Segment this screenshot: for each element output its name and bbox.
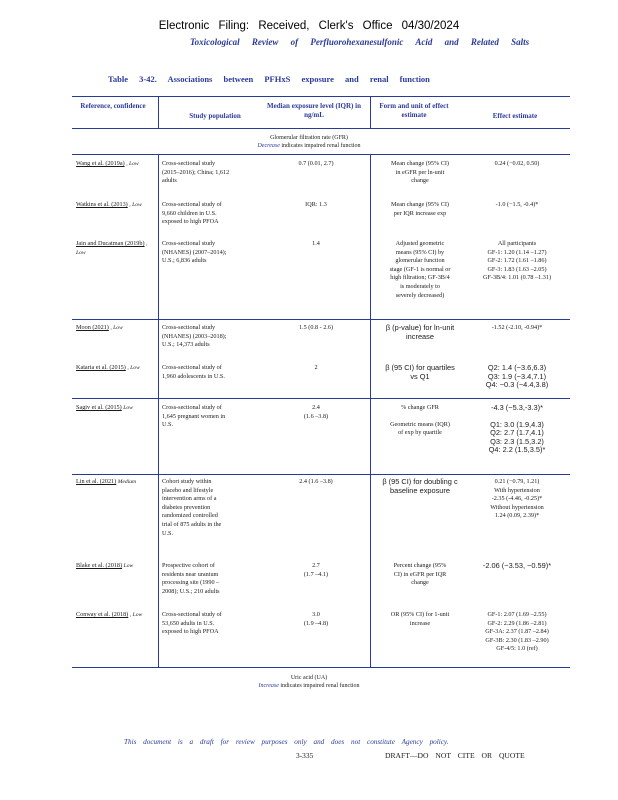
population-cell <box>162 201 266 227</box>
population-line: Cross-sectional study <box>162 160 216 167</box>
population-line: 1,960 adolescents in U.S. <box>162 372 225 380</box>
section-uric-acid <box>0 674 618 690</box>
exposure-cell <box>268 562 364 579</box>
reference-cell <box>76 364 156 373</box>
population-cell <box>162 364 266 381</box>
population-line: (NHANES) (2007–2014); <box>162 248 227 256</box>
page-number: 3-335 <box>296 751 314 760</box>
population-cell <box>162 324 266 350</box>
effect-form-line: β (p-value) for ln-unit <box>385 323 455 332</box>
population-line: U.S. <box>162 421 174 429</box>
exposure-cell <box>268 611 364 628</box>
citation-link[interactable]: Lin et al. (2021) <box>76 478 117 485</box>
population-line: residents near uranium <box>162 570 219 578</box>
exposure-line: 2.4 (1.6 –3.8) <box>299 478 333 485</box>
effect-estimate-line: -1.0 (−1.5, -0.4)* <box>495 201 539 208</box>
footer-disclaimer: This document is a draft for review purposes only and does not constitute Agency policy. <box>124 738 449 746</box>
population-line: 1,645 pregnant women in <box>162 412 226 420</box>
confidence-label: , Low <box>129 612 143 618</box>
citation-link[interactable]: Sagiv et al. (2015) <box>76 404 122 411</box>
effect-form-line: β (95 CI) for quartiles <box>385 363 455 372</box>
population-line: U.S.; 14,373 adults <box>162 341 210 349</box>
exposure-line: (1.6 –3.8) <box>303 412 329 420</box>
reference-cell <box>76 201 156 210</box>
citation-link[interactable]: Moon (2021) <box>76 324 109 331</box>
effect-estimate-cell <box>468 364 566 390</box>
body-top-rule <box>72 154 570 155</box>
table-top-rule <box>72 96 570 97</box>
confidence-label: , Low <box>76 241 148 256</box>
effect-estimate-line: Q2: 2.7 (1.7,4.1) <box>490 428 544 438</box>
section-gfr-note-italic: Decrease <box>257 143 280 149</box>
effect-estimate-line: Q1: 3.0 (1.9,4.3) <box>490 419 544 429</box>
group-rule-2 <box>72 398 570 399</box>
effect-form-line: Adjusted geometric <box>395 240 445 247</box>
effect-estimate-line: GF-3: 1.83 (1.63 –2.05) <box>487 265 547 273</box>
exposure-line: 1.4 <box>312 240 320 247</box>
population-line: Prospective cohort of <box>162 562 215 569</box>
population-line: trial of 875 adults in the <box>162 520 222 528</box>
body-bottom-rule <box>72 667 570 668</box>
effect-form-cell <box>372 240 468 300</box>
effect-form-line: per IQR increase exp <box>393 209 447 217</box>
confidence-label: , Low <box>129 202 142 208</box>
header-form: Form and unit of effect estimate <box>379 102 449 119</box>
population-cell <box>162 160 266 186</box>
effect-estimate-line: Without hypertension <box>490 503 544 511</box>
effect-estimate-line: Q4: −0.3 (−4.4,3.8) <box>485 380 549 390</box>
effect-estimate-line: GF-1: 2.07 (1.69 –2.55) <box>487 611 547 618</box>
header-exposure: Median exposure level (IQR) in ng/mL <box>267 102 361 119</box>
population-line: Cross-sectional study of <box>162 364 222 371</box>
group-rule-3 <box>72 474 570 475</box>
effect-form-line: of exp by quartile <box>398 429 442 437</box>
effect-estimate-cell <box>468 240 566 283</box>
population-line: processing site (1990 – <box>162 579 220 587</box>
effect-estimate-line: -1.52 (-2.10, -0.94)* <box>491 324 543 331</box>
effect-form-line: CI) in eGFR per IQR <box>393 570 447 578</box>
effect-estimate-line: -2.35 (-4.46, -0.25)* <box>491 495 543 503</box>
population-line: (2015–2016); China; 1,612 <box>162 168 230 176</box>
effect-form-line: high filtration; GF-3B/4 <box>390 274 450 282</box>
confidence-label: , Low <box>126 161 139 167</box>
effect-form-line: Mean change (95% CI) <box>391 160 449 167</box>
effect-form-line: baseline exposure <box>390 485 450 495</box>
exposure-line: 2.7 <box>312 562 320 569</box>
header-population: Study population <box>189 112 241 120</box>
effect-estimate-line: Q3: 2.3 (1.5,3.2) <box>490 436 544 446</box>
confidence-label: Low <box>123 405 133 411</box>
effect-estimate-line: Q3: 1.9 (−3.4,7.1) <box>487 371 547 381</box>
population-line: 2008); U.S.; 210 adults <box>162 587 220 595</box>
effect-form-cell <box>372 160 468 186</box>
population-line: Cross-sectional study of <box>162 404 222 411</box>
effect-estimate-line: 0.24 (−0.02, 0.50) <box>494 160 540 167</box>
effect-estimate-cell <box>468 201 566 210</box>
effect-estimate-line: Q4: 2.2 (1.5,3.5)* <box>488 445 546 455</box>
exposure-cell <box>268 240 364 249</box>
effect-estimate-cell <box>468 324 566 333</box>
population-line: adults <box>162 177 177 185</box>
population-cell <box>162 404 266 430</box>
exposure-line: 2.4 <box>312 404 320 411</box>
effect-form-line: Mean change (95% CI) <box>391 201 449 208</box>
effect-form-line: increase <box>409 619 431 627</box>
effect-form-line: Percent change (95% <box>393 562 447 569</box>
exposure-line: 3.0 <box>312 611 320 618</box>
effect-estimate-cell <box>468 160 566 169</box>
column-divider-1 <box>158 96 159 128</box>
exposure-cell <box>268 478 364 487</box>
confidence-label: , Low <box>110 325 123 331</box>
exposure-line: 2 <box>314 364 318 371</box>
exposure-line: IQR: 1.3 <box>305 201 327 208</box>
effect-form-cell <box>372 478 468 495</box>
effect-estimate-line: All participants <box>497 240 537 247</box>
exposure-line: 0.7 (0.01, 2.7) <box>298 160 334 167</box>
effect-form-line: glomerular function <box>395 257 445 265</box>
exposure-cell <box>268 364 364 373</box>
effect-estimate-line: -2.06 (−3.53, −0.59)* <box>482 561 552 570</box>
exposure-cell <box>268 324 364 333</box>
effect-form-line: increase <box>406 331 434 341</box>
effect-form-line: stage (GF-1 is normal or <box>389 265 451 273</box>
population-cell <box>162 562 266 596</box>
exposure-cell <box>268 160 364 169</box>
section-gfr <box>0 134 618 150</box>
section-ua-note: indicates impaired renal function <box>280 683 360 689</box>
effect-estimate-line: GF-3A: 2.37 (1.87 –2.84) <box>485 628 549 636</box>
effect-estimate-line: GF-3B/4: 1.01 (0.78 –1.31) <box>482 274 552 282</box>
effect-form-cell <box>372 562 468 588</box>
exposure-line: (1.9 –4.8) <box>303 619 329 627</box>
effect-form-line: β (95 CI) for doubling c <box>382 477 458 486</box>
effect-form-line: Geometric means (IQR) <box>390 420 450 428</box>
effect-estimate-line: Q2: 1.4 (−3.6,6.3) <box>487 363 547 372</box>
citation-link[interactable]: Watkins et al. (2013) <box>76 201 128 208</box>
body-divider-2 <box>370 154 371 667</box>
effect-form-line: vs Q1 <box>410 371 430 381</box>
effect-form-cell <box>372 404 468 438</box>
effect-form-line: change <box>411 177 429 185</box>
citation-link[interactable]: Conway et al. (2018) <box>76 611 129 618</box>
effect-estimate-line: GF-2: 1.72 (1.61 –1.86) <box>487 257 547 265</box>
effect-form-line: in eGFR per ln-unit <box>395 168 445 176</box>
effect-estimate-cell <box>468 562 566 571</box>
effect-form-cell <box>372 611 468 628</box>
effect-estimate-line: GF-4/5: 1.0 (ref) <box>496 645 538 653</box>
citation-link[interactable]: Wang et al. (2019a) <box>76 160 125 167</box>
reference-cell <box>76 562 156 571</box>
population-line: Cross-sectional study <box>162 240 216 247</box>
reference-cell <box>76 478 156 487</box>
confidence-label: Medium <box>117 479 137 485</box>
effect-form-line: OR (95% CI) for 1-unit <box>390 611 450 618</box>
effect-estimate-cell <box>468 478 566 521</box>
effect-form-cell <box>372 364 468 381</box>
section-gfr-title: Glomerular filtration rate (GFR) <box>270 135 348 141</box>
table-caption: Table 3-42. Associations between PFHxS exposure and renal function <box>108 74 430 84</box>
population-line: U.S.; 6,836 adults <box>162 257 207 265</box>
population-line: exposed to high PFOA <box>162 218 219 226</box>
reference-cell <box>76 324 156 333</box>
population-line: Cohort study within <box>162 478 212 485</box>
population-line: Cross-sectional study <box>162 324 216 331</box>
citation-link[interactable]: Kataria et al. (2015) <box>76 364 126 371</box>
effect-form-cell <box>372 201 468 218</box>
exposure-cell <box>268 201 364 210</box>
header-reference: Reference, confidence <box>80 102 146 110</box>
effect-estimate-line: 0.21 (−0.79, 1.21) <box>494 478 540 485</box>
section-gfr-note: indicates impaired renal function <box>281 143 361 149</box>
confidence-label: Low <box>123 563 134 569</box>
effect-estimate-line: GF-1: 1.20 (1.14 –1.27) <box>487 248 547 256</box>
document-title: Toxicological Review of Perfluorohexanesulfonic Acid and Related Salts <box>190 37 530 47</box>
citation-link[interactable]: Jain and Ducatman (2019b) <box>76 240 145 247</box>
effect-estimate-line: -4.3 (−5.3,-3.3)* <box>491 403 543 412</box>
effect-form-line <box>372 413 468 421</box>
population-cell <box>162 611 266 637</box>
population-line: intervention arms of a <box>162 495 217 503</box>
population-line: Cross-sectional study of <box>162 201 222 208</box>
population-line: placebo and lifestyle <box>162 486 214 494</box>
population-line: randomized controlled <box>162 512 218 520</box>
population-line: (NHANES) (2003–2018); <box>162 332 227 340</box>
effect-estimate-line: GF-2: 2.29 (1.86 –2.81) <box>487 619 547 627</box>
header-effect: Effect estimate <box>492 112 538 120</box>
effect-form-line: is moderately to <box>400 282 440 290</box>
population-line: U.S. <box>162 529 174 537</box>
population-line: Cross-sectional study of <box>162 611 222 618</box>
confidence-label: , Low <box>127 365 140 371</box>
reference-cell <box>76 240 156 257</box>
section-ua-title: Uric acid (UA) <box>290 675 328 681</box>
header-bottom-rule <box>72 128 570 129</box>
reference-cell <box>76 611 156 620</box>
effect-form-line: % change GFR <box>401 404 439 411</box>
section-ua-note-italic: Increase <box>258 683 279 689</box>
effect-estimate-line: 1.24 (0.09, 2.39)* <box>494 512 540 520</box>
effect-form-line: means (95% CI) by <box>395 248 445 256</box>
effect-estimate-cell <box>468 611 566 654</box>
population-line: diabetes prevention <box>162 503 211 511</box>
population-line: 53,650 adults in U.S. <box>162 619 215 627</box>
population-cell <box>162 240 266 266</box>
population-cell <box>162 478 266 538</box>
reference-cell <box>76 404 156 413</box>
effect-estimate-line: With hypertension <box>494 486 540 494</box>
draft-label: DRAFT—DO NOT CITE OR QUOTE <box>385 751 525 760</box>
column-divider-2 <box>370 96 371 128</box>
group-rule-1 <box>72 319 570 320</box>
reference-cell <box>76 160 156 169</box>
effect-form-line: change <box>411 579 429 587</box>
efiling-header: Electronic Filing: Received, Clerk's Office 04/30/2024 <box>158 20 460 32</box>
effect-estimate-line: GF-3B: 2.30 (1.83 –2.90) <box>485 636 549 644</box>
effect-form-cell <box>372 324 468 341</box>
exposure-line: (1.7 –4.1) <box>303 570 329 578</box>
population-line: exposed to high PFOA <box>162 628 219 636</box>
body-divider-1 <box>158 154 159 667</box>
effect-estimate-cell <box>468 404 566 455</box>
exposure-line: 1.5 (0.8 - 2.6) <box>298 324 334 331</box>
citation-link[interactable]: Blake et al. (2018) <box>76 562 123 569</box>
effect-form-line: severely decreased) <box>395 291 445 299</box>
exposure-cell <box>268 404 364 421</box>
population-line: 9,660 children in U.S. <box>162 209 217 217</box>
